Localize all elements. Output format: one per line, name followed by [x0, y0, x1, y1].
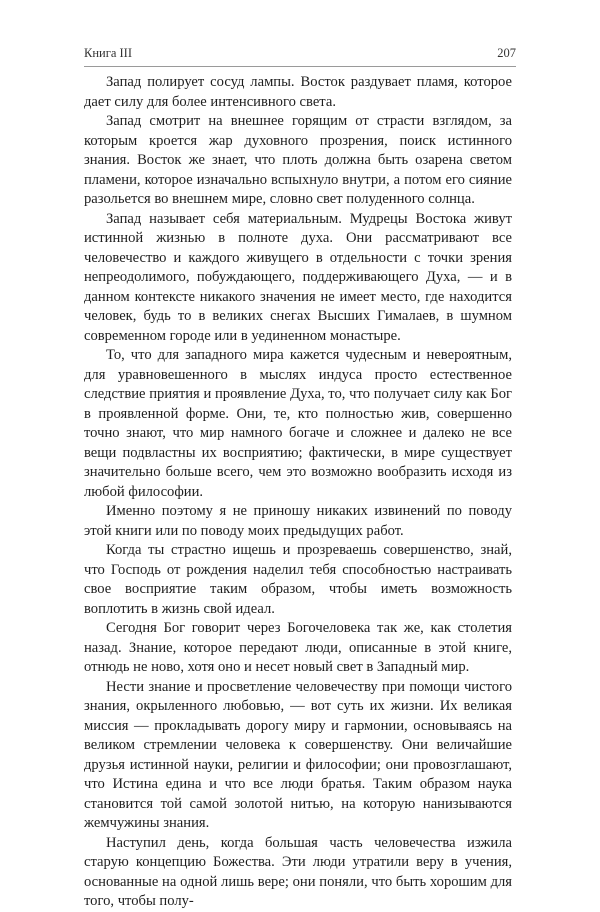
body-text — [84, 73, 512, 912]
paragraph: Нести знание и просветление человечеству при помощи чистого знания, окрыленного любовью, — вот суть их жизни. Их великая миссия — прокладывать дорогу миру и гармонии, основываясь на великом стремлении человека к совершенству. Они величайшие друзья истинной науки, религии и философии; они провозглашают, что Истина едина и что все люди братья. Таким образом наука становится той самой золотой нитью, на которую нанизываются жемчужины знания. — [84, 678, 512, 831]
paragraph: То, что для западного мира кажется чудесным и невероятным, для уравновешенного в мыслях индуса просто естественное следствие приятия и проявление Духа, то, что получает силу как Бог в проявленной форме. Они, те, кто полностью жив, совершенно точно знают, что мир намного богаче и сложнее и далеко не все вещи подвластны их восприятию; фактически, в мире существует значительно больше всего, чем это возможно вообразить исходя из любой философии. — [84, 347, 512, 500]
paragraph: Когда ты страстно ищешь и прозреваешь совершенство, знай, что Господь от рождения наделил тебя способностью настраивать свое восприятие таким образом, чтобы иметь возможность воплотить в жизнь свой идеал. — [84, 542, 512, 617]
paragraph: Запад полирует сосуд лампы. Восток раздувает пламя, которое дает силу для более интенсивного света. — [84, 74, 512, 110]
book-title: Книга III — [84, 46, 133, 60]
paragraph: Запад смотрит на внешнее горящим от страсти взглядом, за которым кроется жар духовного прозрения, поиск истинного знания. Восток же знает, что плоть должна быть озарена светом пламени, которое изначально вспыхнуло внутри, а потом его сияние разольется во внешнем мире, словно свет полуденного солнца. — [84, 113, 512, 207]
paragraph: Запад называет себя материальным. Мудрецы Востока живут истинной жизнью в полноте духа. Они рассматривают все человечество и каждого живущего в отдельности с точки зрения непреодолимого, побуждающего, поддерживающего Духа, — и в данном контексте никакого значения не имеет место, где находится человек, будь то в великих снегах Высших Гималаев, в шумном современном городе или в уединенном монастыре. — [84, 210, 512, 344]
paragraph: Сегодня Бог говорит через Богочеловека так же, как столетия назад. Знание, которое передают люди, описанные в этой книге, отнюдь не ново, хотя оно и несет новый свет в Западный мир. — [84, 620, 512, 675]
paragraph: Именно поэтому я не приношу никаких извинений по поводу этой книги или по поводу моих предыдущих работ. — [84, 503, 512, 539]
running-header — [84, 46, 516, 64]
page-number: 207 — [497, 46, 516, 60]
paragraph: Наступил день, когда большая часть человечества изжила старую концепцию Божества. Эти люди утратили веру в учения, основанные на одной лишь вере; они поняли, что быть хорошим для того, чтобы полу- — [84, 834, 512, 909]
header-rule — [84, 66, 516, 67]
